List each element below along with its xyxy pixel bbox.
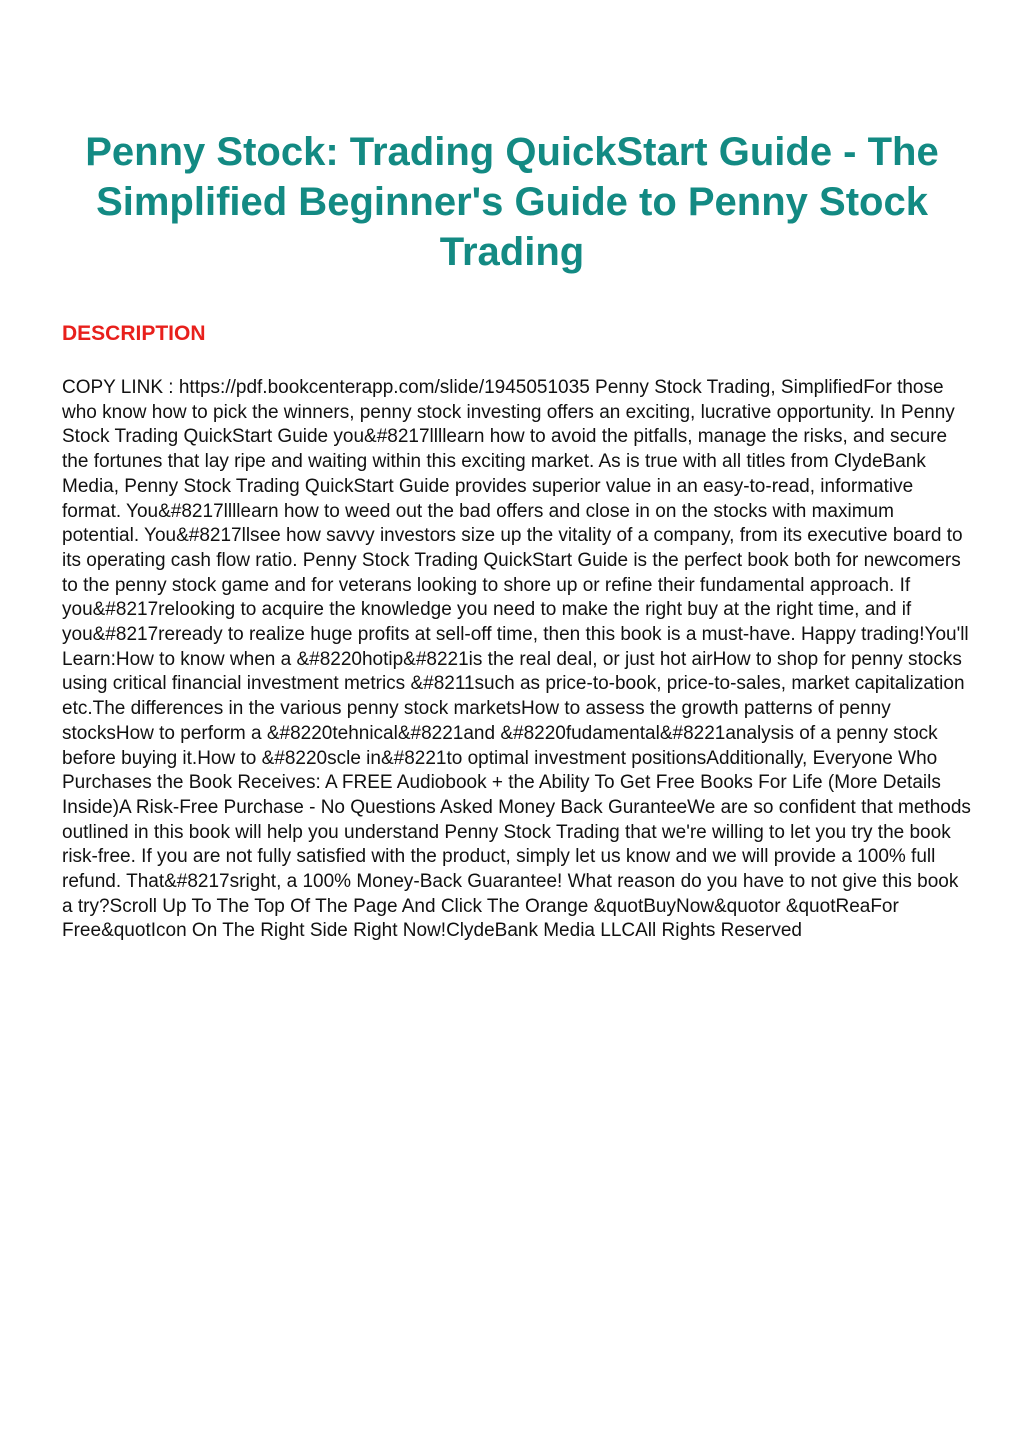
document-title: Penny Stock: Trading QuickStart Guide - The Simplified Beginner's Guide to Penny Stock Trading	[85, 130, 939, 274]
description-text: COPY LINK : https://pdf.bookcenterapp.com/slide/1945051035 Penny Stock Trading, SimplifiedFor those who know how to pick the winners, penny stock investing offers an exciting, lucrative opportunity. In Penny Stock Trading QuickStart Guide you&#8217llllearn how to avoid the pitfalls, manage the risks, and secure the fortunes that lay ripe and waiting within this exciting market. As is true with all titles from ClydeBank Media, Penny Stock Trading QuickStart Guide provides superior value in an easy-to-read, informative format. You&#8217llllearn how to weed out the bad offers and close in on the stocks with maximum potential. You&#8217llsee how savvy investors size up the vitality of a company, from its executive board to its operating cash flow ratio. Penny Stock Trading QuickStart Guide is the perfect book both for newcomers to the penny stock game and for veterans looking to shore up or refine their fundamental approach. If you&#8217relooking to acquire the knowledge you need to make the right buy at the right time, and if you&#8217reready to realize huge profits at sell-off time, then this book is a must-have. Happy trading!You'll Learn:How to know when a &#8220hotip&#8221is the real deal, or just hot airHow to shop for penny stocks using critical financial investment metrics &#8211such as price-to-book, price-to-sales, market capitalization etc.The differences in the various penny stock marketsHow to assess the growth patterns of penny stocksHow to perform a &#8220tehnical&#8221and &#8220fudamental&#8221analysis of a penny stock before buying it.How to &#8220scle in&#8221to optimal investment positionsAdditionally, Everyone Who Purchases the Book Receives: A FREE Audiobook + the Ability To Get Free Books For Life (More Details Inside)A Risk-Free Purchase - No Questions Asked Money Back GuranteeWe are so confident that methods outlined in this book will help you understand Penny Stock Trading that we're willing to let you try the book risk-free. If you are not fully satisfied with the product, simply let us know and we will provide a 100% full refund. That&#8217sright, a 100% Money-Back Guarantee! What reason do you have to not give this book a try?Scroll Up To The Top Of The Page And Click The Orange &quotBuyNow&quotor &quotReaFor Free&quotIcon On The Right Side Right Now!ClydeBank Media LLCAll Rights Reserved	[62, 377, 971, 942]
description-heading: DESCRIPTION	[62, 322, 206, 345]
